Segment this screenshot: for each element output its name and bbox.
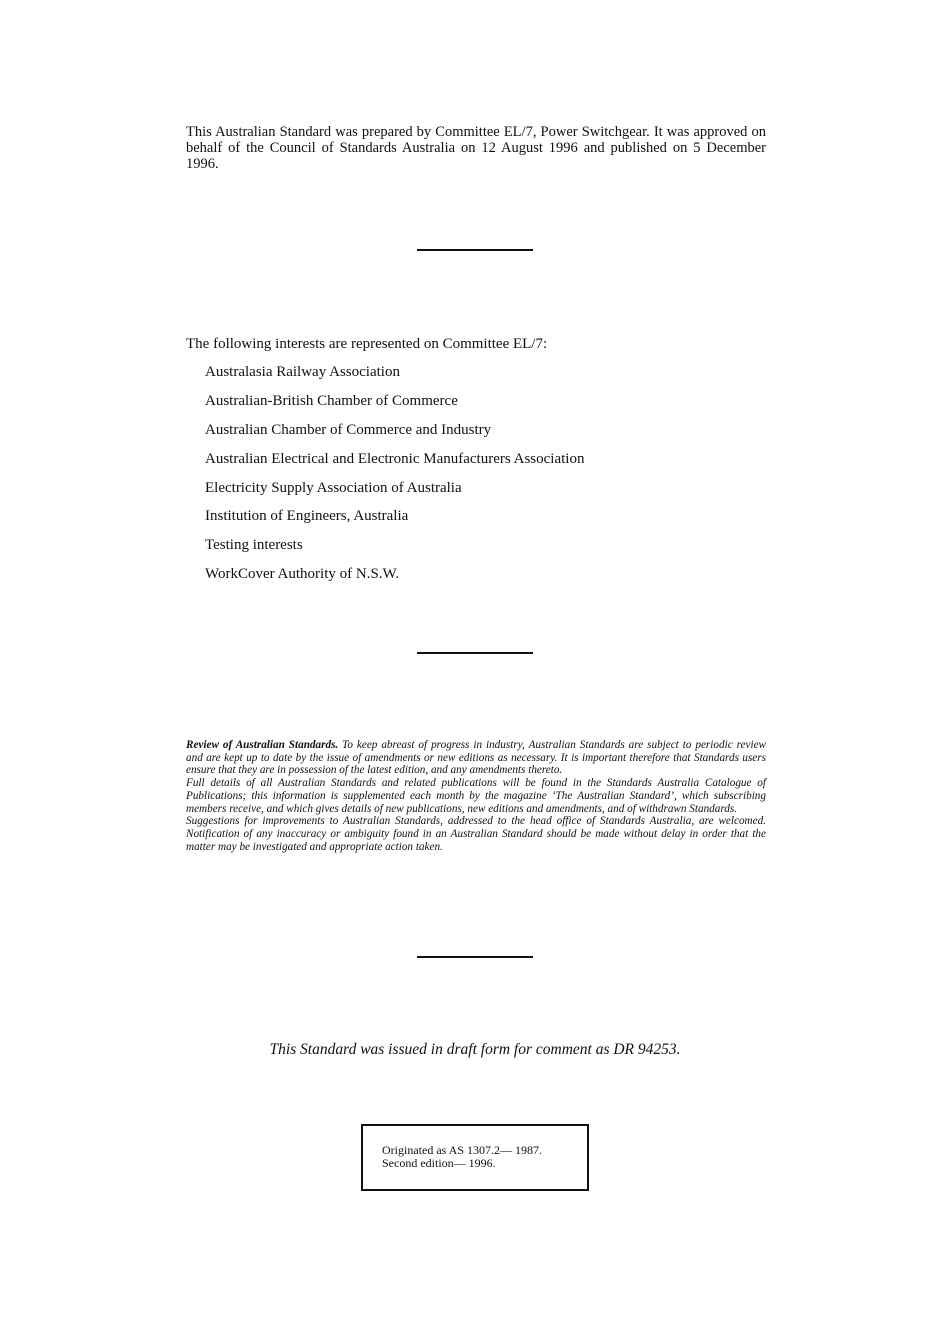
review-paragraph — [186, 739, 766, 777]
review-paragraph: Full details of all Australian Standards and related publications will be found in the Standards Australia Catalogue of Publications; this information is supplemented each month by the magazine ‘The Australian Standard’, which subscribing members receive, and which gives details of new publications, new editions and amendments, and of withdrawn Standards. — [186, 777, 766, 815]
origin-box — [361, 1124, 589, 1191]
review-text: To keep abreast of progress in industry, Australian Standards are subject to periodic review and are kept up to date by the issue of amendments or new editions as necessary. It is important therefore that Standards users ensure that they are in possession of the latest edition, and any amendments thereto. — [186, 739, 767, 777]
preparation-statement: This Australian Standard was prepared by Committee EL/7, Power Switchgear. It was approved on behalf of the Council of Standards Australia on 12 August 1996 and published on 5 December 1996. — [186, 124, 766, 172]
list-item: Australasia Railway Association — [205, 364, 400, 380]
section-divider — [417, 249, 533, 251]
section-divider — [417, 652, 533, 654]
list-item: Australian-British Chamber of Commerce — [205, 392, 458, 409]
list-item: Australian Electrical and Electronic Manufacturers Association — [205, 450, 585, 467]
list-item: Testing interests — [205, 537, 303, 554]
review-heading: Review of Australian Standards. — [186, 739, 339, 751]
section-divider — [417, 956, 533, 958]
edition-line: Second edition— 1996. — [382, 1156, 496, 1170]
review-notice — [186, 739, 766, 853]
review-paragraph: Suggestions for improvements to Australian Standards, addressed to the head office of Standards Australia, are welcomed. Notification of any inaccuracy or ambiguity found in an Australian Standard should be made without delay in order that the matter may be investigated and appropriate action taken. — [186, 815, 766, 853]
list-item: Electricity Supply Association of Australia — [205, 479, 462, 496]
list-item: Australian Chamber of Commerce and Industry — [205, 421, 492, 438]
interests-list — [205, 363, 584, 594]
origin-line: Originated as AS 1307.2— 1987. — [382, 1143, 542, 1157]
list-item: WorkCover Authority of N.S.W. — [205, 566, 400, 583]
list-item: Institution of Engineers, Australia — [205, 508, 409, 525]
interests-intro: The following interests are represented on Committee EL/7: — [186, 336, 548, 352]
draft-note: This Standard was issued in draft form for comment as DR 94253. — [269, 1041, 681, 1058]
